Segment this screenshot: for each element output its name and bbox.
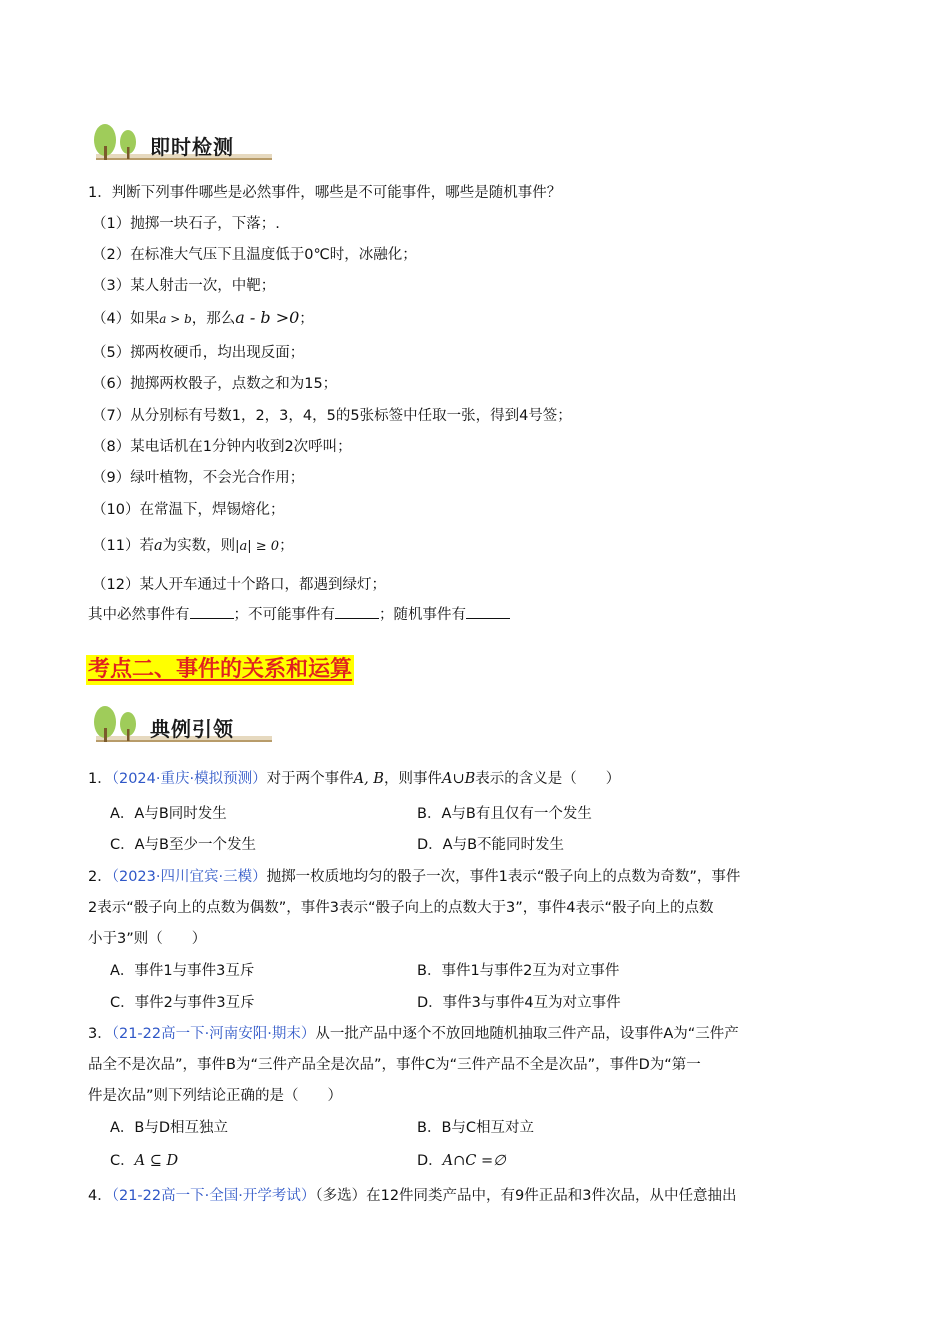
example-2-source[interactable]: （2023·四川宜宾·三模） bbox=[111, 869, 267, 885]
example-1-source[interactable]: （2024·重庆·模拟预测） bbox=[111, 771, 267, 787]
example-4-source[interactable]: （21-22高一下·全国·开学考试） bbox=[111, 1188, 316, 1204]
example-3-option-a[interactable]: A．B与D相互独立 bbox=[110, 1120, 229, 1136]
example-1-math-ab: A, B bbox=[353, 771, 384, 787]
item-5: （5）掷两枚硬币，均出现反面； bbox=[92, 345, 305, 361]
question-1-text: 1．判断下列事件哪些是必然事件，哪些是不可能事件，哪些是随机事件？ bbox=[88, 185, 562, 201]
fill-label-certain: 其中必然事件有 bbox=[88, 607, 190, 623]
example-3-line-3: 件是次品”则下列结论正确的是（ ） bbox=[88, 1088, 343, 1104]
example-2-option-b[interactable]: B．事件1与事件2互为对立事件 bbox=[417, 963, 620, 979]
item-11-math-var: a bbox=[153, 538, 163, 554]
item-9: （9）绿叶植物，不会光合作用； bbox=[92, 470, 305, 486]
item-10: （10）在常温下，焊锡熔化； bbox=[92, 502, 285, 518]
example-1-math-union: A∪B bbox=[441, 771, 476, 787]
example-1-option-b[interactable]: B．A与B有且仅有一个发生 bbox=[417, 806, 592, 822]
banner-title: 即时检测 bbox=[150, 135, 234, 159]
item-3: （3）某人射击一次，中靶； bbox=[92, 278, 276, 294]
item-1: （1）抛掷一块石子，下落；. bbox=[92, 216, 280, 232]
item-6: （6）抛掷两枚骰子，点数之和为15； bbox=[92, 376, 338, 392]
example-3-line-2: 品全不是次品”，事件B为“三件产品全是次品”，事件C为“三件产品不全是次品”，事件D为“第一 bbox=[88, 1057, 701, 1073]
item-4-math-condition: a > b bbox=[159, 312, 192, 326]
fill-in-line bbox=[88, 604, 510, 626]
blank-random[interactable] bbox=[466, 604, 510, 619]
item-4 bbox=[92, 307, 314, 330]
item-11-math-abs: |a| ≥ 0 bbox=[235, 539, 280, 554]
example-1-num: 1． bbox=[88, 771, 112, 787]
item-11-label: （11）若 bbox=[92, 538, 154, 554]
item-4-math-result: a - b >0 bbox=[235, 308, 300, 327]
example-4-num: 4． bbox=[88, 1188, 112, 1204]
item-2: （2）在标准大气压下且温度低于0℃时，冰融化； bbox=[92, 247, 417, 263]
example-2-line-1 bbox=[88, 866, 740, 888]
example-2-option-a[interactable]: A．事件1与事件3互斥 bbox=[110, 963, 255, 979]
example-3-option-c-label: C． bbox=[110, 1153, 135, 1169]
example-3-option-b[interactable]: B．B与C相互对立 bbox=[417, 1120, 535, 1136]
example-1-text-b: ，则事件 bbox=[383, 771, 442, 787]
item-4-label: （4）如果 bbox=[92, 311, 160, 327]
example-1-text-c: 表示的含义是（ ） bbox=[475, 771, 621, 787]
example-3-option-c-math: A ⊆ D bbox=[134, 1153, 179, 1169]
fill-label-random: ；随机事件有 bbox=[379, 607, 466, 623]
banner-title: 典例引领 bbox=[150, 717, 234, 741]
banner-example bbox=[88, 704, 278, 748]
item-7: （7）从分别标有号数1，2，3，4，5的5张标签中任取一张，得到4号签； bbox=[92, 408, 572, 424]
example-3-text-1: 从一批产品中逐个不放回地随机抽取三件产品，设事件A为“三件产 bbox=[315, 1026, 739, 1042]
example-3-source[interactable]: （21-22高一下·河南安阳·期末） bbox=[111, 1026, 316, 1042]
item-4-end: ； bbox=[299, 311, 314, 327]
example-1-text-a: 对于两个事件 bbox=[266, 771, 354, 787]
item-11 bbox=[92, 535, 294, 558]
item-8: （8）某电话机在1分钟内收到2次呼叫； bbox=[92, 439, 352, 455]
example-1-option-d[interactable]: D．A与B不能同时发生 bbox=[417, 837, 565, 853]
example-1-option-a[interactable]: A．A与B同时发生 bbox=[110, 806, 227, 822]
example-4-line-1 bbox=[88, 1185, 737, 1207]
item-12: （12）某人开车通过十个路口，都遇到绿灯； bbox=[92, 577, 386, 593]
example-2-text-1: 抛掷一枚质地均匀的骰子一次，事件1表示“骰子向上的点数为奇数”，事件 bbox=[266, 869, 741, 885]
banner-instant-check bbox=[88, 122, 278, 166]
example-3-num: 3． bbox=[88, 1026, 112, 1042]
example-3-option-d-label: D． bbox=[417, 1153, 443, 1169]
example-3-line-1 bbox=[88, 1023, 739, 1045]
example-2-num: 2． bbox=[88, 869, 112, 885]
item-11-end: ； bbox=[279, 538, 294, 554]
example-2-option-c[interactable]: C．事件2与事件3互斥 bbox=[110, 995, 255, 1011]
example-1-option-c[interactable]: C．A与B至少一个发生 bbox=[110, 837, 256, 853]
example-4-text: （多选）在12件同类产品中，有9件正品和3件次品，从中任意抽出 bbox=[315, 1188, 737, 1204]
example-2-option-d[interactable]: D．事件3与事件4互为对立事件 bbox=[417, 995, 621, 1011]
blank-certain[interactable] bbox=[190, 604, 234, 619]
example-1-stem bbox=[88, 768, 620, 790]
blank-impossible[interactable] bbox=[335, 604, 379, 619]
fill-label-impossible: ；不可能事件有 bbox=[233, 607, 335, 623]
example-3-option-c[interactable] bbox=[110, 1150, 178, 1172]
example-3-option-d-math: A∩C =∅ bbox=[442, 1153, 506, 1169]
example-2-line-2: 2表示“骰子向上的点数为偶数”，事件3表示“骰子向上的点数大于3”，事件4表示“骰子向上的点数 bbox=[88, 900, 714, 916]
item-4-mid: ，那么 bbox=[191, 311, 236, 327]
example-2-line-3: 小于3”则（ ） bbox=[88, 931, 207, 947]
example-3-option-d[interactable] bbox=[417, 1150, 506, 1172]
item-11-mid: 为实数，则 bbox=[162, 538, 236, 554]
section-heading: 考点二、事件的关系和运算 bbox=[86, 655, 354, 685]
